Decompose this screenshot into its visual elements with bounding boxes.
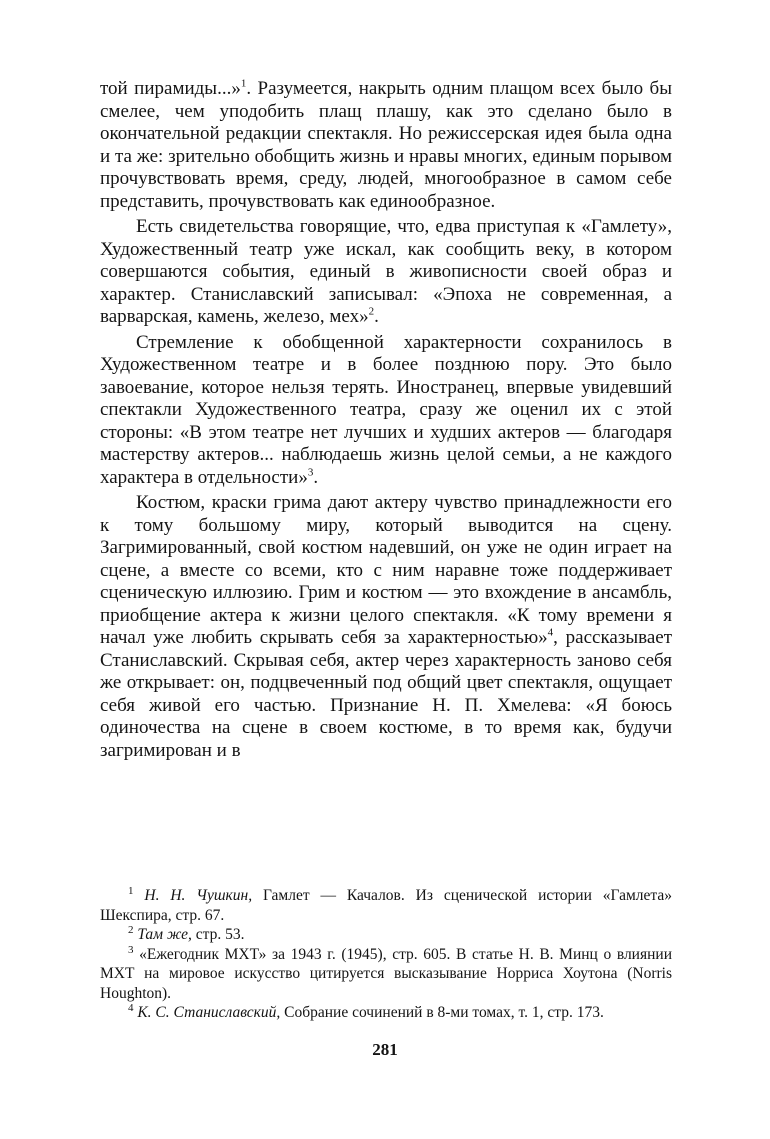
footnote-ref: 2 (368, 305, 375, 318)
paragraph-text: той пирамиды...» (100, 78, 241, 99)
paragraph-text: , рассказывает Станиславский. Скрывая себя, актер через характерность заново себя же открывает: он, подцвеченный под общий цвет спектакля, ощущает себя живой его частью. Признание Н. П. Хмелева: «Я боюсь одиночества на сцене в своем костюме, в то время как, будучи загримирован и в (100, 627, 672, 761)
paragraph-4 (100, 492, 672, 762)
footnote-author: Н. Н. Чушкин, (144, 887, 253, 904)
footnote-ref: 3 (307, 466, 314, 479)
footnote-number: 1 (128, 884, 134, 897)
footnote-text: Гамлет — Качалов. Из сценической истории «Гамлета» Шекспира, стр. 67. (100, 887, 672, 924)
footnote-number: 3 (128, 943, 134, 956)
footnote-number: 2 (128, 923, 134, 936)
footnote-ref: 1 (240, 77, 247, 90)
footnote-text: «Ежегодник МХТ» за 1943 г. (1945), стр. 605. В статье Н. В. Минц о влиянии МХТ на мировое искусство цитируется высказывание Норриса Хоутона (Norris Houghton). (100, 945, 672, 1002)
footnotes (100, 886, 672, 1023)
footnote-text: Собрание сочинений в 8-ми томах, т. 1, стр. 173. (280, 1004, 604, 1021)
book-page (100, 78, 672, 762)
footnote-author: К. С. Станиславский, (137, 1004, 281, 1021)
footnote-4 (100, 1003, 672, 1023)
footnote-text: стр. 53. (191, 926, 245, 943)
footnote-ref: 4 (547, 626, 554, 639)
footnote-1 (100, 886, 672, 925)
footnote-author: Там же, (137, 926, 192, 943)
paragraph-text: Костюм, краски грима дают актеру чувство принадлежности его к тому большому миру, который выводится на сцену. Загримированный, свой костюм надевший, он уже не один играет на сцене, а вместе со всеми, кто с ним наравне тоже поддерживает сценическую иллюзию. Грим и костюм — это вхождение в ансамбль, приобщение актера к жизни целого спектакля. «К тому времени я начал уже любить скрывать себя за характерностью» (100, 492, 672, 648)
paragraph-text: . Разумеется, накрыть одним плащом всех было бы смелее, чем уподобить плащ плашу, как это сделано было в окончательной редакции спектакля. Но режиссерская идея была одна и та же: зрительно обобщить жизнь и нравы многих, единым порывом прочувствовать время, среду, людей, многообразное в самом себе представить, прочувствовать как единообразное. (100, 78, 672, 212)
paragraph-3 (100, 332, 672, 490)
paragraph-text: . (313, 466, 319, 488)
paragraph-1 (100, 78, 672, 213)
main-text (100, 78, 672, 762)
paragraph-text: Стремление к обобщенной характерности сохранилось в Художественном театре и в более позднюю пору. Это было завоевание, которое нельзя терять. Иностранец, впервые увидевший спектакли Художественного театра, сразу же оценил их с этой стороны: «В этом театре нет лучших и худших актеров — благодаря мастерству актеров... наблюдаешь жизнь целой семьи, а не каждого характера в отдельности» (100, 331, 672, 488)
footnote-number: 4 (128, 1001, 134, 1014)
paragraph-text: Есть свидетельства говорящие, что, едва приступая к «Гамлету», Художественный театр уже искал, как сообщить веку, в котором совершаются события, единый в живописности своей образ и характер. Станиславский записывал: «Эпоха не современная, а варварская, камень, железо, мех» (100, 216, 672, 327)
page-number: 281 (372, 1040, 398, 1059)
paragraph-2 (100, 216, 672, 329)
paragraph-text: . (374, 306, 379, 327)
footnote-2 (100, 925, 672, 945)
footnote-3 (100, 945, 672, 1004)
